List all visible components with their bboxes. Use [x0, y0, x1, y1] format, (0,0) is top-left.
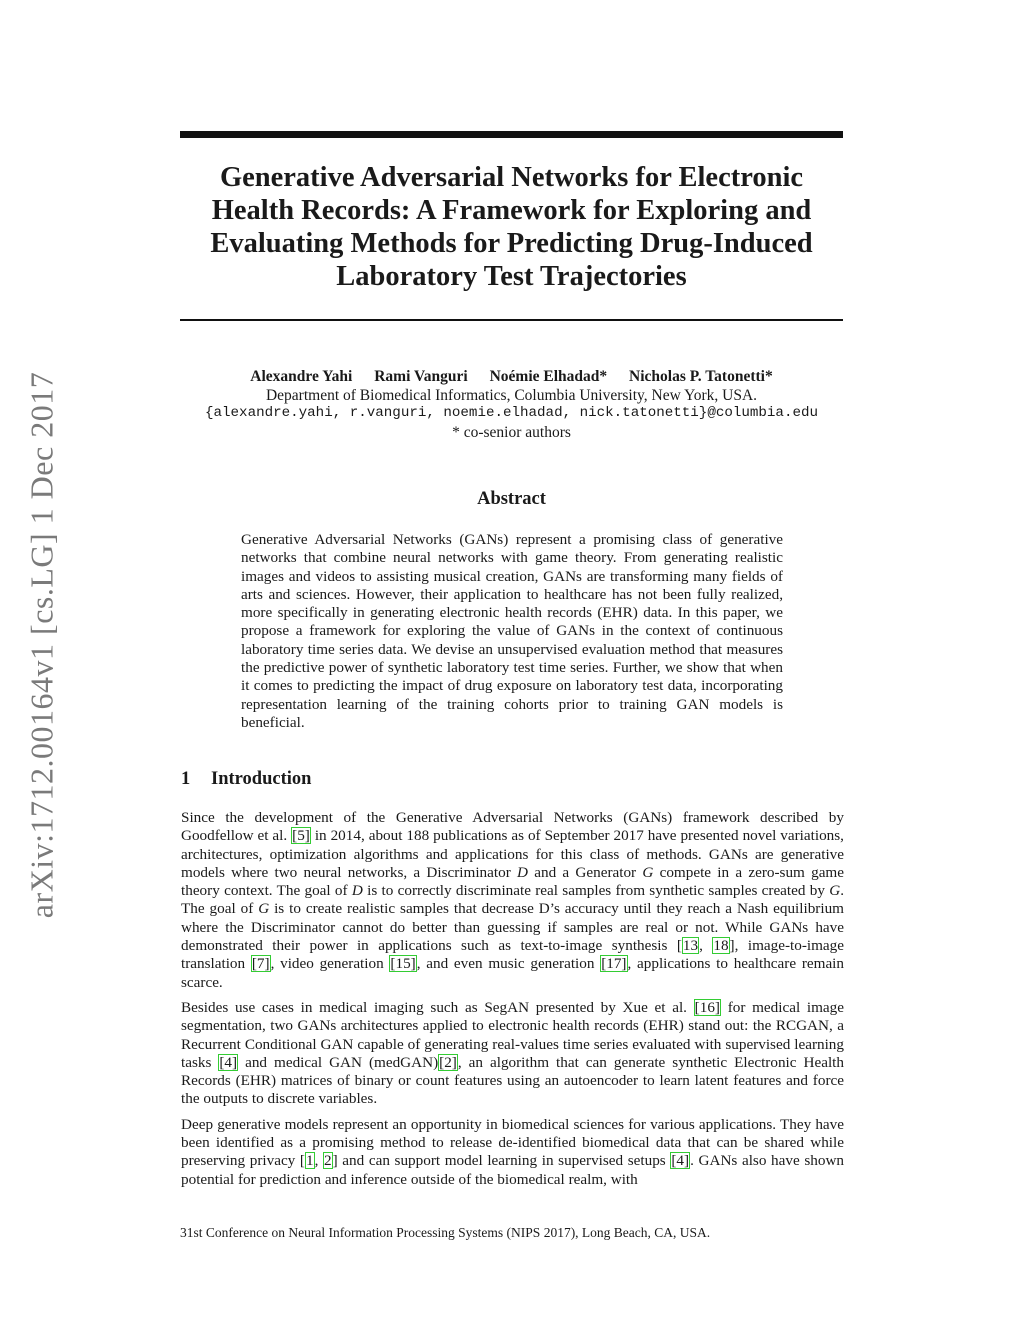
conference-footnote: 31st Conference on Neural Information Processing Systems (NIPS 2017), Long Beach, CA, USA. — [180, 1225, 711, 1240]
citation-link[interactable]: [7] — [251, 955, 270, 973]
paper-title: Generative Adversarial Networks for Electronic Health Records: A Framework for Exploring and Evaluating Methods for Predicting Drug-Induced Laboratory Test Trajectories — [210, 162, 813, 292]
introduction-body — [181, 809, 844, 1196]
section-title: Introduction — [211, 769, 312, 789]
body-paragraph: Since the development of the Generative Adversarial Networks (GANs) framework described by Goodfellow et al. [5] in 2014, about 188 publications as of September 2017 have presented novel variations, architectures, optimization algorithms and applications for this class of methods. GANs are generative models where two neural networks, a Discriminator D and a Generator G compete in a zero-sum game theory context. The goal of D is to correctly discriminate real samples from synthetic samples created by G. The goal of G is to create realistic samples that decrease D’s accuracy until they reach a Nash equilibrium where the Discriminator cannot do better than guessing if samples are real or not. While GANs have demonstrated their power in applications such as text-to-image synthesis [13, 18], image-to-image translation [7], video generation [15], and even music generation [17], applications to healthcare remain scarce. — [181, 809, 845, 991]
citation-link[interactable]: [17] — [601, 955, 627, 973]
citation-link[interactable]: 18 — [713, 937, 729, 955]
math-variable: G — [258, 900, 270, 918]
citation-link[interactable]: [15] — [390, 955, 416, 973]
body-paragraph: Deep generative models represent an opportunity in biomedical sciences for various applications. They have been identified as a promising method to release de-identified biomedical data that can be shared while preserving privacy [1, 2] and can support model learning in supervised setups [4]. GANs also have shown potential for prediction and inference outside of the biomedical realm, with — [181, 1115, 845, 1188]
abstract-text: Generative Adversarial Networks (GANs) represent a promising class of generative networks that combine neural networks with game theory. From generating realistic images and videos to assisting musical creation, GANs are transforming many fields of arts and sciences. However, their application to healthcare has not been fully realized, more specifically in generating electronic health records (EHR) data. In this paper, we propose a framework for exploring the value of GANs in the context of continuous laboratory time series data. We devise an unsupervised evaluation method that measures the predictive power of synthetic laboratory test time series. Further, we show that when it comes to predicting the impact of drug exposure on laboratory test data, incorporating representation learning of the training cohorts prior to training GAN models is beneficial. — [241, 531, 783, 731]
citation-link[interactable]: [4] — [671, 1152, 690, 1170]
author-name: Rami Vanguri — [374, 368, 468, 385]
title-bottom-rule — [180, 319, 843, 321]
citation-link[interactable]: 1 — [305, 1152, 314, 1170]
math-variable: D — [351, 882, 363, 900]
abstract-heading: Abstract — [477, 489, 546, 509]
title-top-rule — [180, 131, 843, 138]
author-list — [180, 367, 843, 387]
co-senior-note: * co-senior authors — [452, 424, 571, 441]
citation-link[interactable]: [4] — [219, 1053, 238, 1071]
math-variable: G — [642, 863, 654, 881]
section-number: 1 — [181, 769, 191, 789]
math-variable: G — [829, 882, 841, 900]
author-emails: {alexandre.yahi, r.vanguri, noemie.elhadad, nick.tatonetti}@columbia.edu — [205, 405, 818, 421]
citation-link[interactable]: [5] — [292, 827, 310, 845]
citation-link[interactable]: [2] — [439, 1053, 457, 1071]
citation-link[interactable]: [16] — [694, 998, 720, 1016]
body-paragraph: Besides use cases in medical imaging such as SegAN presented by Xue et al. [16] for medical image segmentation, two GANs architectures applied to electronic health records (EHR) stand out: the RCGAN, a Recurrent Conditional GAN capable of generating real-values time series evaluated with supervised learning tasks [4] and medical GAN (medGAN)[2], an algorithm that can generate synthetic Electronic Health Records (EHR) matrices of binary or count features using an autoencoder to learn latent features and force the outputs to discrete variables. — [181, 998, 844, 1108]
author-affiliation: Department of Biomedical Informatics, Columbia University, New York, USA. — [265, 387, 758, 404]
citation-link[interactable]: 2 — [324, 1152, 332, 1170]
citation-link[interactable]: 13 — [682, 937, 699, 955]
arxiv-identifier-stamp: arXiv:1712.00164v1 [cs.LG] 1 Dec 2017 — [23, 371, 60, 919]
author-name: Alexandre Yahi — [250, 368, 353, 385]
author-name: Nicholas P. Tatonetti* — [629, 368, 773, 385]
math-variable: D — [517, 863, 528, 881]
section-heading-introduction — [181, 768, 311, 790]
author-name: Noémie Elhadad* — [489, 368, 608, 385]
